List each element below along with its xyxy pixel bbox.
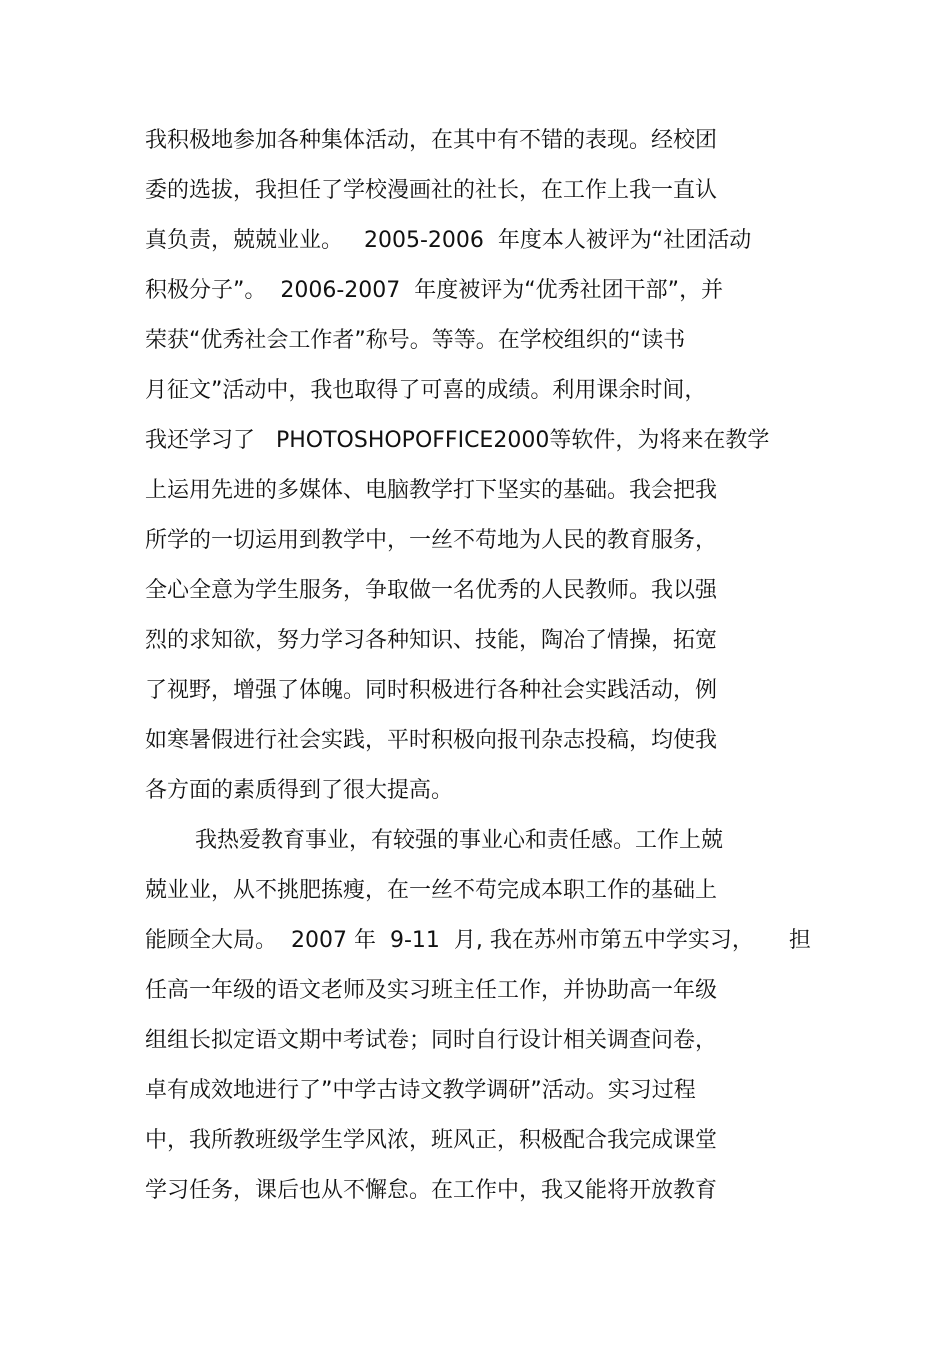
text-line: 了视野，增强了体魄。同时积极进行各种社会实践活动，例 [145,678,718,703]
text-line: 我热爱教育事业，有较强的事业心和责任感。工作上兢 [195,828,724,853]
text-line: 月征文”活动中，我也取得了可喜的成绩。利用课余时间， [145,378,707,403]
text-line: 兢业业，从不挑肥拣瘦，在一丝不苟完成本职工作的基础上 [145,878,718,903]
text-line: 我还学习了 PHOTOSHOPOFFICE2000等软件，为将来在教学 [145,428,770,453]
text-line: 组组长拟定语文期中考试卷；同时自行设计相关调查问卷， [145,1028,718,1053]
text-line: 真负责，兢兢业业。 2005-2006 年度本人被评为“社团活动 [145,228,752,253]
text-line: 烈的求知欲，努力学习各种知识、技能，陶冶了情操，拓宽 [145,628,718,653]
text-line: 卓有成效地进行了”中学古诗文教学调研”活动。实习过程 [145,1078,696,1103]
text-line: 委的选拔，我担任了学校漫画社的社长，在工作上我一直认 [145,178,718,203]
text-line: 我积极地参加各种集体活动，在其中有不错的表现。经校团 [145,128,718,153]
text-line: 如寒暑假进行社会实践，平时积极向报刊杂志投稿，均使我 [145,728,718,753]
text-line: 任高一年级的语文老师及实习班主任工作，并协助高一年级 [145,978,718,1003]
text-line: 积极分子”。 2006-2007 年度被评为“优秀社团干部”，并 [145,278,724,303]
text-line: 中，我所教班级学生学风浓，班风正，积极配合我完成课堂 [145,1128,718,1153]
text-line: 上运用先进的多媒体、电脑教学打下坚实的基础。我会把我 [145,478,718,503]
text-line: 所学的一切运用到教学中，一丝不苟地为人民的教育服务， [145,528,718,553]
text-line: 荣获“优秀社会工作者”称号。等等。在学校组织的“读书 [145,328,686,353]
text-line: 能顾全大局。 2007 年 9-11 月, 我在苏州市第五中学实习， 担 [145,928,811,953]
text-line: 学习任务，课后也从不懈怠。在工作中，我又能将开放教育 [145,1178,718,1203]
text-line: 各方面的素质得到了很大提高。 [145,778,454,803]
text-line: 全心全意为学生服务，争取做一名优秀的人民教师。我以强 [145,578,718,603]
